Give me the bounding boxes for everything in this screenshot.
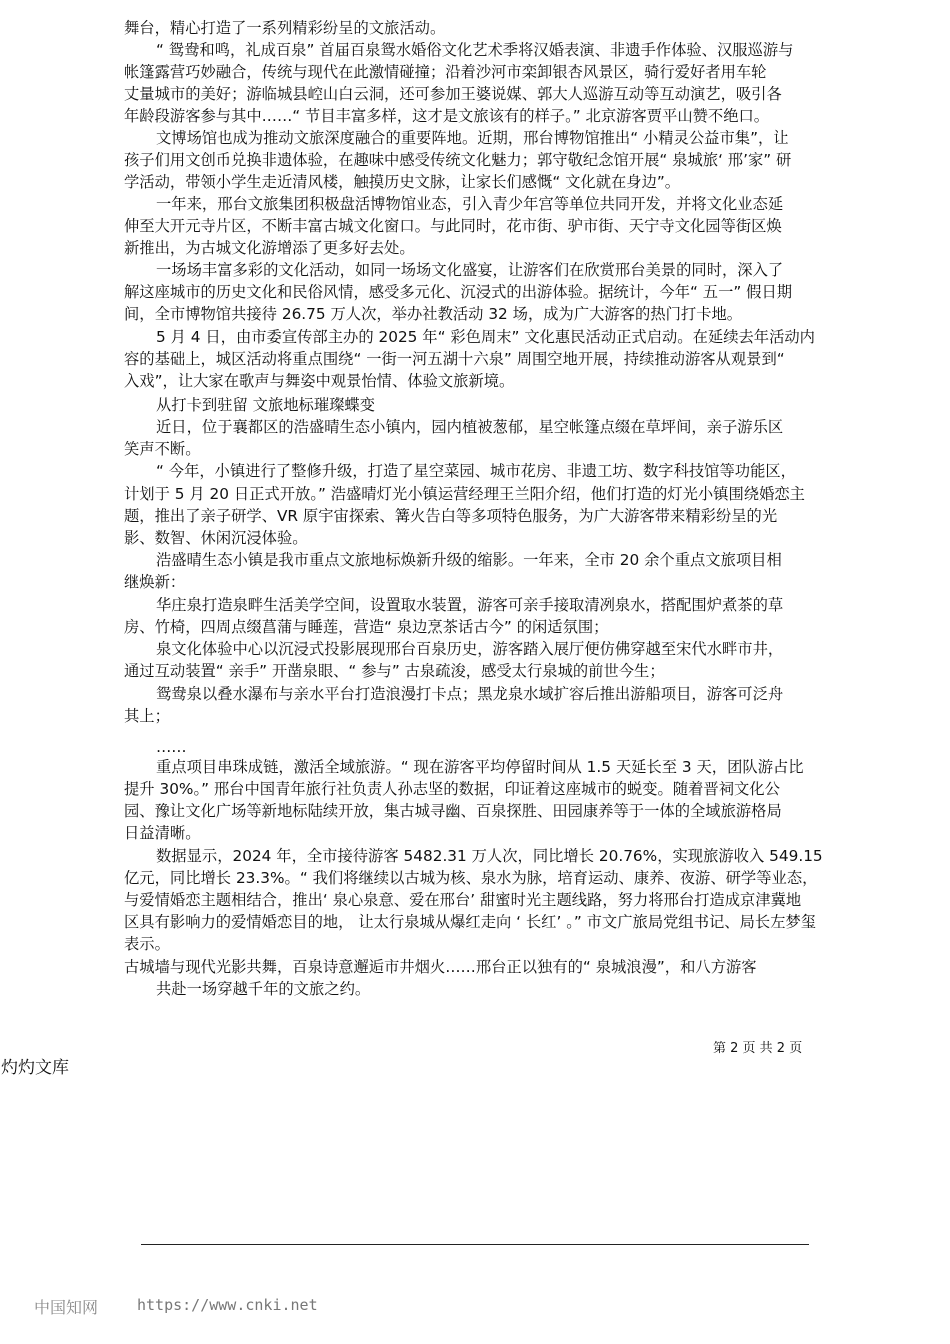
brand-label: 灼灼文库: [1, 1058, 69, 1078]
text-line: 一年来，邢台文旅集团积极盘活博物馆业态，引入青少年宫等单位共同开发，并将文化业态延: [156, 195, 784, 213]
text-line: 一场场丰富多彩的文化活动，如同一场场文化盛宴，让游客们在欣赏邢台美景的同时，深入了: [156, 261, 784, 279]
text-line: 与爱情婚恋主题相结合，推出‘ 泉心泉意、爱在邢台’ 甜蜜时光主题线路，努力将邢台打造成京津冀地: [124, 891, 802, 909]
text-line: 学活动，带领小学生走近清风楼，触摸历史文脉，让家长们感慨“ 文化就在身边”。: [124, 173, 681, 191]
text-line: 古城墙与现代光影共舞，百泉诗意邂逅市井烟火……邢台正以独有的“ 泉城浪漫”，和八方游客: [124, 958, 757, 976]
page-number: 第 2 页 共 2 页: [713, 1041, 803, 1056]
text-line: 日益清晰。: [124, 824, 201, 842]
footer-divider: [141, 1244, 809, 1245]
text-line: 计划于 5 月 20 日正式开放。” 浩盛晴灯光小镇运营经理王兰阳介绍，他们打造的灯光小镇围绕婚恋主: [124, 485, 805, 503]
text-line: 区具有影响力的爱情婚恋目的地， 让太行泉城从爆红走向 ‘ 长红’ 。” 市文广旅局党组书记、局长左梦玺: [124, 913, 817, 931]
text-line: 入戏”，让大家在歌声与舞姿中观景怡情、体验文旅新境。: [124, 372, 515, 390]
section-heading: 从打卡到驻留 文旅地标璀璨蝶变: [156, 396, 376, 414]
text-line: 笑声不断。: [124, 440, 201, 458]
text-line: 其上；: [124, 707, 170, 725]
text-line: 表示。: [124, 935, 170, 953]
text-line: “ 鸳鸯和鸣，礼成百泉” 首届百泉鸳水婚俗文化艺术季将汉婚表演、非遗手作体验、汉服巡游与: [156, 41, 794, 59]
text-line: 年龄段游客参与其中……“ 节目丰富多样，这才是文旅该有的样子。” 北京游客贾平山赞不绝口。: [124, 107, 770, 125]
text-line: 伸至大开元寺片区，不断丰富古城文化窗口。与此同时，花市街、驴市街、天宁寺文化园等街区焕: [124, 217, 782, 235]
text-line: 房、竹椅，四周点缀菖蒲与睡莲，营造“ 泉边烹茶话古今” 的闲适氛围；: [124, 618, 609, 636]
text-line: 5 月 4 日，由市委宣传部主办的 2025 年“ 彩色周末” 文化惠民活动正式启动。在延续去年活动内: [156, 328, 815, 346]
text-line: 近日，位于襄都区的浩盛晴生态小镇内，园内植被葱郁，星空帐篷点缀在草坪间，亲子游乐区: [156, 418, 784, 436]
text-line: 舞台，精心打造了一系列精彩纷呈的文旅活动。: [124, 19, 446, 37]
text-line: 丈量城市的美好；游临城县崆山白云洞，还可参加王婆说媒、郭大人巡游互动等互动演艺，吸引各: [124, 85, 782, 103]
text-line: 泉文化体验中心以沉浸式投影展现邢台百泉历史，游客踏入展厅便仿佛穿越至宋代水畔市井，: [156, 640, 784, 658]
text-line: 共赴一场穿越千年的文旅之约。: [156, 980, 371, 998]
text-line: “ 今年，小镇进行了整修升级，打造了星空菜园、城市花房、非遗工坊、数字科技馆等功能区，: [156, 462, 796, 480]
text-line: 数据显示，2024 年，全市接待游客 5482.31 万人次，同比增长 20.76%，实现旅游收入 549.15: [156, 847, 823, 865]
text-line: 重点项目串珠成链，激活全域旅游。“ 现在游客平均停留时间从 1.5 天延长至 3 天，团队游占比: [156, 758, 804, 776]
text-line: 亿元，同比增长 23.3%。“ 我们将继续以古城为核、泉水为脉，培育运动、康养、夜游、研学等业态，: [124, 869, 818, 887]
text-line: 影、数智、休闲沉浸体验。: [124, 529, 308, 547]
text-line: 解这座城市的历史文化和民俗风情，感受多元化、沉浸式的出游体验。据统计，今年“ 五一” 假日期: [124, 283, 793, 301]
cnki-watermark-name: 中国知网: [34, 1298, 99, 1317]
text-line: 帐篷露营巧妙融合，传统与现代在此激情碰撞；沿着沙河市栾卸银杏风景区，骑行爱好者用车轮: [124, 63, 767, 81]
text-line: 华庄泉打造泉畔生活美学空间，设置取水装置，游客可亲手接取清冽泉水，搭配围炉煮茶的草: [156, 596, 784, 614]
text-line: 鸳鸯泉以叠水瀑布与亲水平台打造浪漫打卡点；黑龙泉水域扩容后推出游船项目，游客可泛舟: [156, 685, 784, 703]
text-line: 继焕新：: [124, 573, 186, 591]
text-line: 孩子们用文创币兑换非遗体验，在趣味中感受传统文化魅力；郭守敬纪念馆开展“ 泉城旅‘ 邢’家” 研: [124, 151, 792, 169]
text-line: 文博场馆也成为推动文旅深度融合的重要阵地。近期，邢台博物馆推出“ 小精灵公益市集”，让: [156, 129, 789, 147]
text-line: 浩盛晴生态小镇是我市重点文旅地标焕新升级的缩影。一年来，全市 20 余个重点文旅项目相: [156, 551, 782, 569]
cnki-url-link[interactable]: https://www.cnki.net: [137, 1296, 318, 1314]
text-line: 园、豫让文化广场等新地标陆续开放，集古城寻幽、百泉探胜、田园康养等于一体的全域旅游格局: [124, 802, 782, 820]
text-line: 通过互动装置“ 亲手” 开凿泉眼、“ 参与” 古泉疏浚，感受太行泉城的前世今生；: [124, 662, 665, 680]
text-line: 提升 30%。” 邢台中国青年旅行社负责人孙志坚的数据，印证着这座城市的蜕变。随着晋祠文化公: [124, 780, 780, 798]
text-line: 题，推出了亲子研学、VR 原宇宙探索、篝火告白等多项特色服务，为广大游客带来精彩纷呈的光: [124, 507, 778, 525]
text-line: 新推出，为古城文化游增添了更多好去处。: [124, 239, 415, 257]
text-line: ……: [156, 738, 187, 756]
text-line: 间，全市博物馆共接待 26.75 万人次，举办社教活动 32 场，成为广大游客的热门打卡地。: [124, 305, 743, 323]
text-line: 容的基础上，城区活动将重点围绕“ 一街一河五湖十六泉” 周围空地开展，持续推动游客从观景到“: [124, 350, 785, 368]
